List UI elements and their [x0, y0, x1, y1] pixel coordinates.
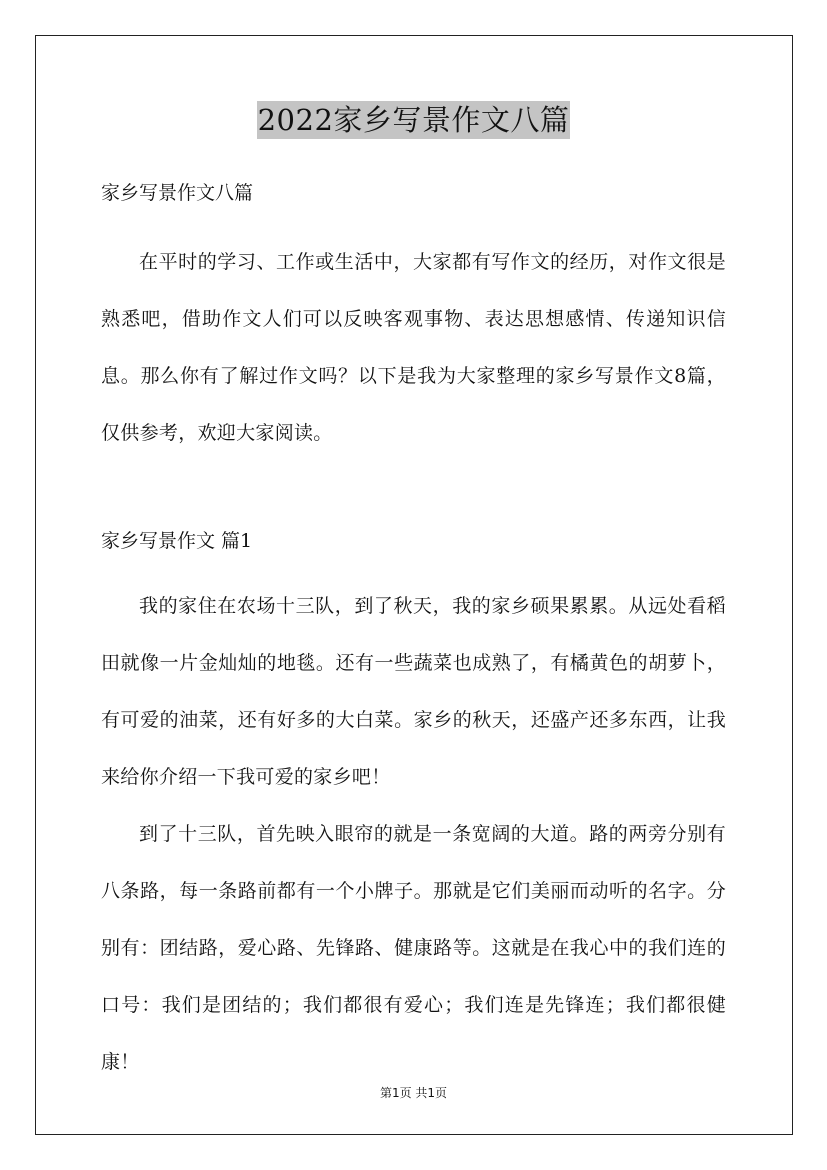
section-heading: 家乡写景作文 篇1 — [101, 530, 253, 552]
title-container — [0, 101, 827, 139]
section-paragraph-2: 到了十三队，首先映入眼帘的就是一条宽阔的大道。路的两旁分别有八条路，每一条路前都有一个小牌子。那就是它们美丽而动听的名字。分别有：团结路，爱心路、先锋路、健康路等。这就是在我心中的我们连的口号：我们是团结的；我们都很有爱心；我们连是先锋连；我们都很健康！ — [101, 823, 726, 1073]
page-footer: 第1页 共1页 — [379, 1086, 448, 1100]
intro-paragraph: 在平时的学习、工作或生活中，大家都有写作文的经历，对作文很是熟悉吧，借助作文人们可以反映客观事物、表达思想感情、传递知识信息。那么你有了解过作文吗？以下是我为大家整理的家乡写景作文8篇，仅供参考，欢迎大家阅读。 — [101, 251, 726, 444]
document-title: 2022家乡写景作文八篇 — [257, 103, 570, 137]
section-paragraph-1: 我的家住在农场十三队，到了秋天，我的家乡硕果累累。从远处看稻田就像一片金灿灿的地毯。还有一些蔬菜也成熟了，有橘黄色的胡萝卜，有可爱的油菜，还有好多的大白菜。家乡的秋天，还盛产还多东西，让我来给你介绍一下我可爱的家乡吧！ — [101, 595, 726, 788]
intro-heading: 家乡写景作文八篇 — [101, 182, 254, 204]
document-body — [101, 174, 726, 1091]
